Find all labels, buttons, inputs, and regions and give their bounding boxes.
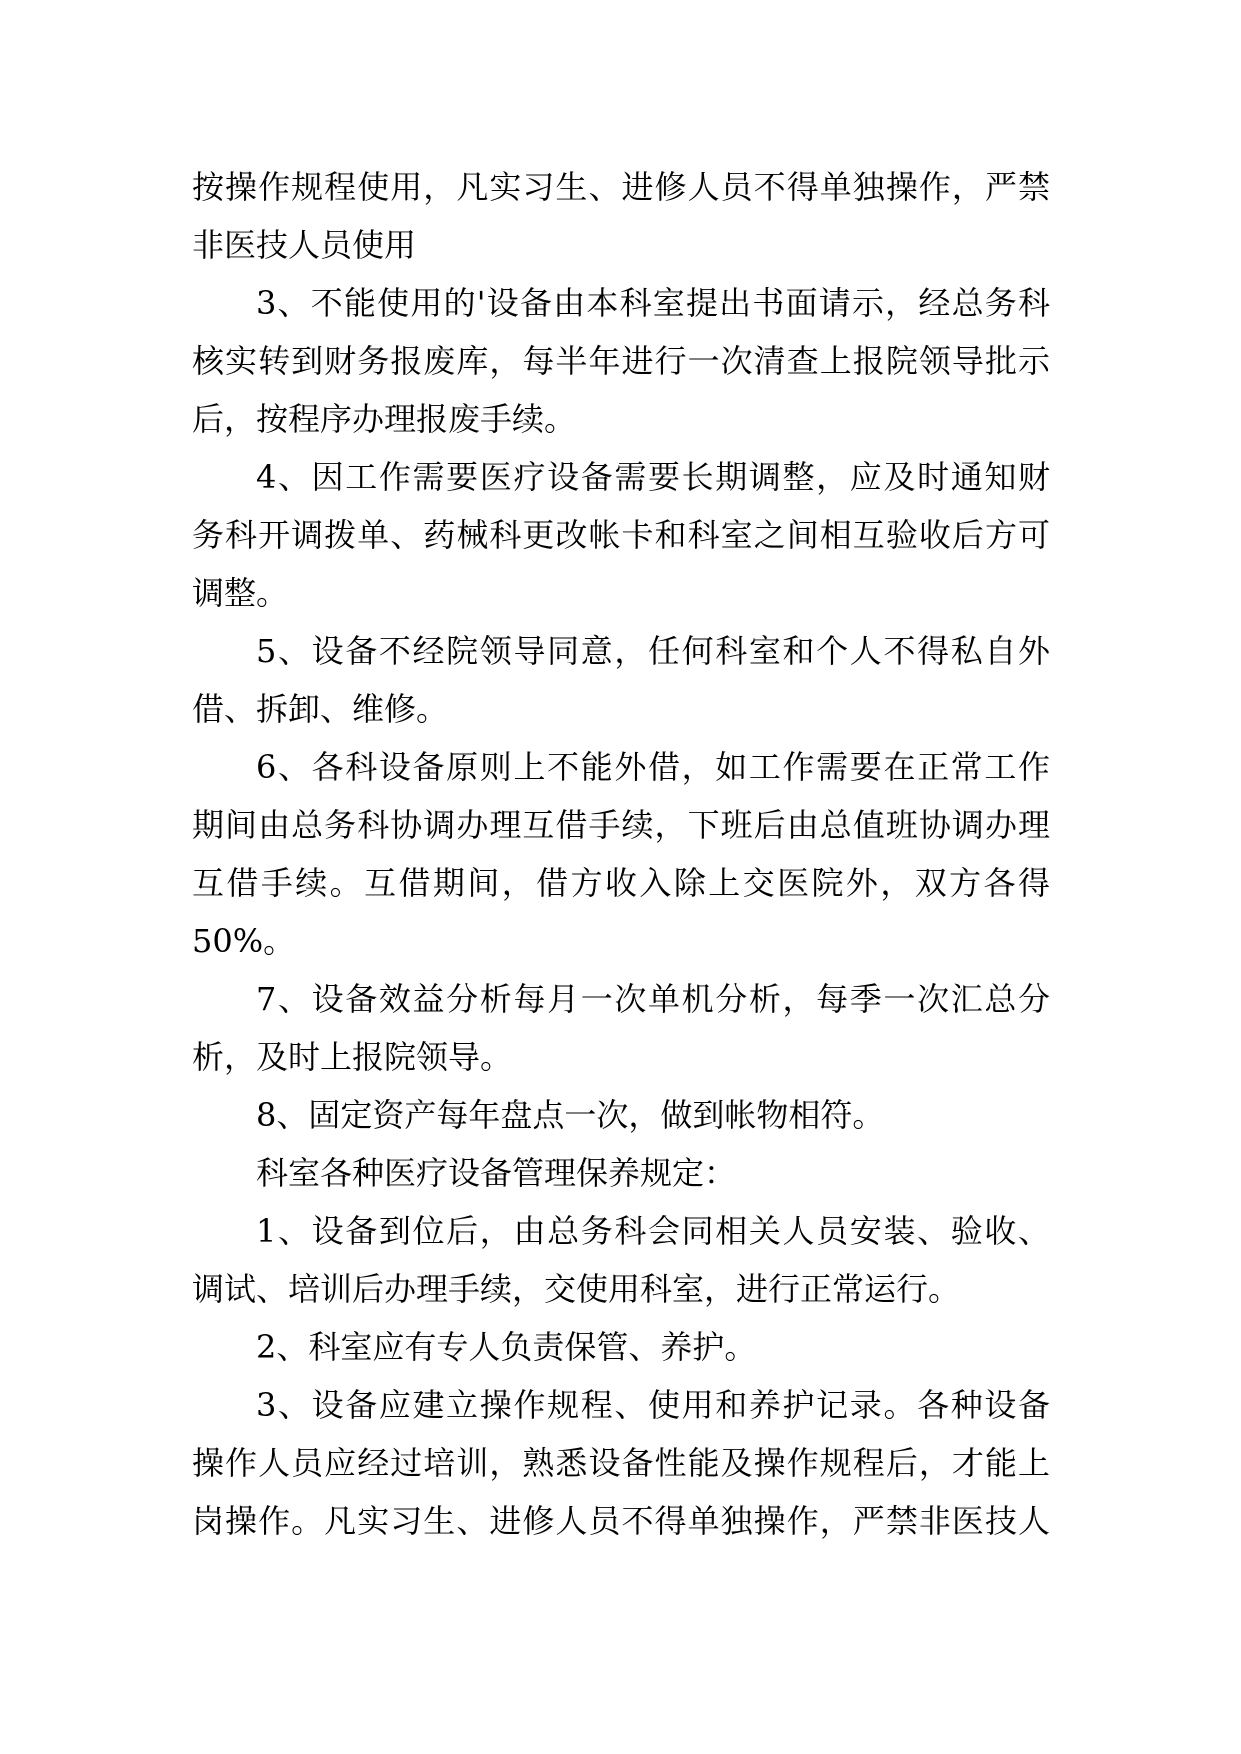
text-line: 调整。: [192, 574, 289, 612]
document-page: [192, 158, 1050, 1550]
text-line: 岗操作。凡实习生、进修人员不得单独操作，严禁非医技人: [192, 1502, 1050, 1540]
text-line: 互借手续。互借期间，借方收入除上交医院外，双方各得: [192, 864, 1050, 902]
text-line: 调试、培训后办理手续，交使用科室，进行正常运行。: [192, 1270, 961, 1308]
text-line: 按操作规程使用，凡实习生、进修人员不得单独操作，严禁: [192, 168, 1050, 206]
text-line: 3、设备应建立操作规程、使用和养护记录。各种设备: [256, 1386, 1050, 1424]
text-line: 核实转到财务报废库，每半年进行一次清查上报院领导批示: [192, 342, 1050, 380]
text-line: 非医技人员使用: [192, 226, 417, 264]
text-line: 7、设备效益分析每月一次单机分析，每季一次汇总分: [256, 980, 1050, 1018]
text-line: 后，按程序办理报废手续。: [192, 400, 577, 438]
text-line: 操作人员应经过培训，熟悉设备性能及操作规程后，才能上: [192, 1444, 1050, 1482]
text-line: 6、各科设备原则上不能外借，如工作需要在正常工作: [256, 748, 1050, 786]
text-line: 5、设备不经院领导同意，任何科室和个人不得私自外: [256, 632, 1050, 670]
text-line: 3、不能使用的'设备由本科室提出书面请示，经总务科: [256, 284, 1050, 322]
text-line: 析，及时上报院领导。: [192, 1038, 513, 1076]
text-line: 科室各种医疗设备管理保养规定：: [256, 1154, 737, 1192]
text-line: 期间由总务科协调办理互借手续，下班后由总值班协调办理: [192, 806, 1050, 844]
text-line: 1、设备到位后，由总务科会同相关人员安装、验收、: [256, 1212, 1050, 1250]
text-line: 2、科室应有专人负责保管、养护。: [256, 1328, 757, 1366]
text-line: 50%。: [192, 922, 296, 960]
text-line: 借、拆卸、维修。: [192, 690, 449, 728]
text-line: 8、固定资产每年盘点一次，做到帐物相符。: [256, 1096, 885, 1134]
text-line: 务科开调拨单、药械科更改帐卡和科室之间相互验收后方可: [192, 516, 1050, 554]
text-line: 4、因工作需要医疗设备需要长期调整，应及时通知财: [256, 458, 1050, 496]
